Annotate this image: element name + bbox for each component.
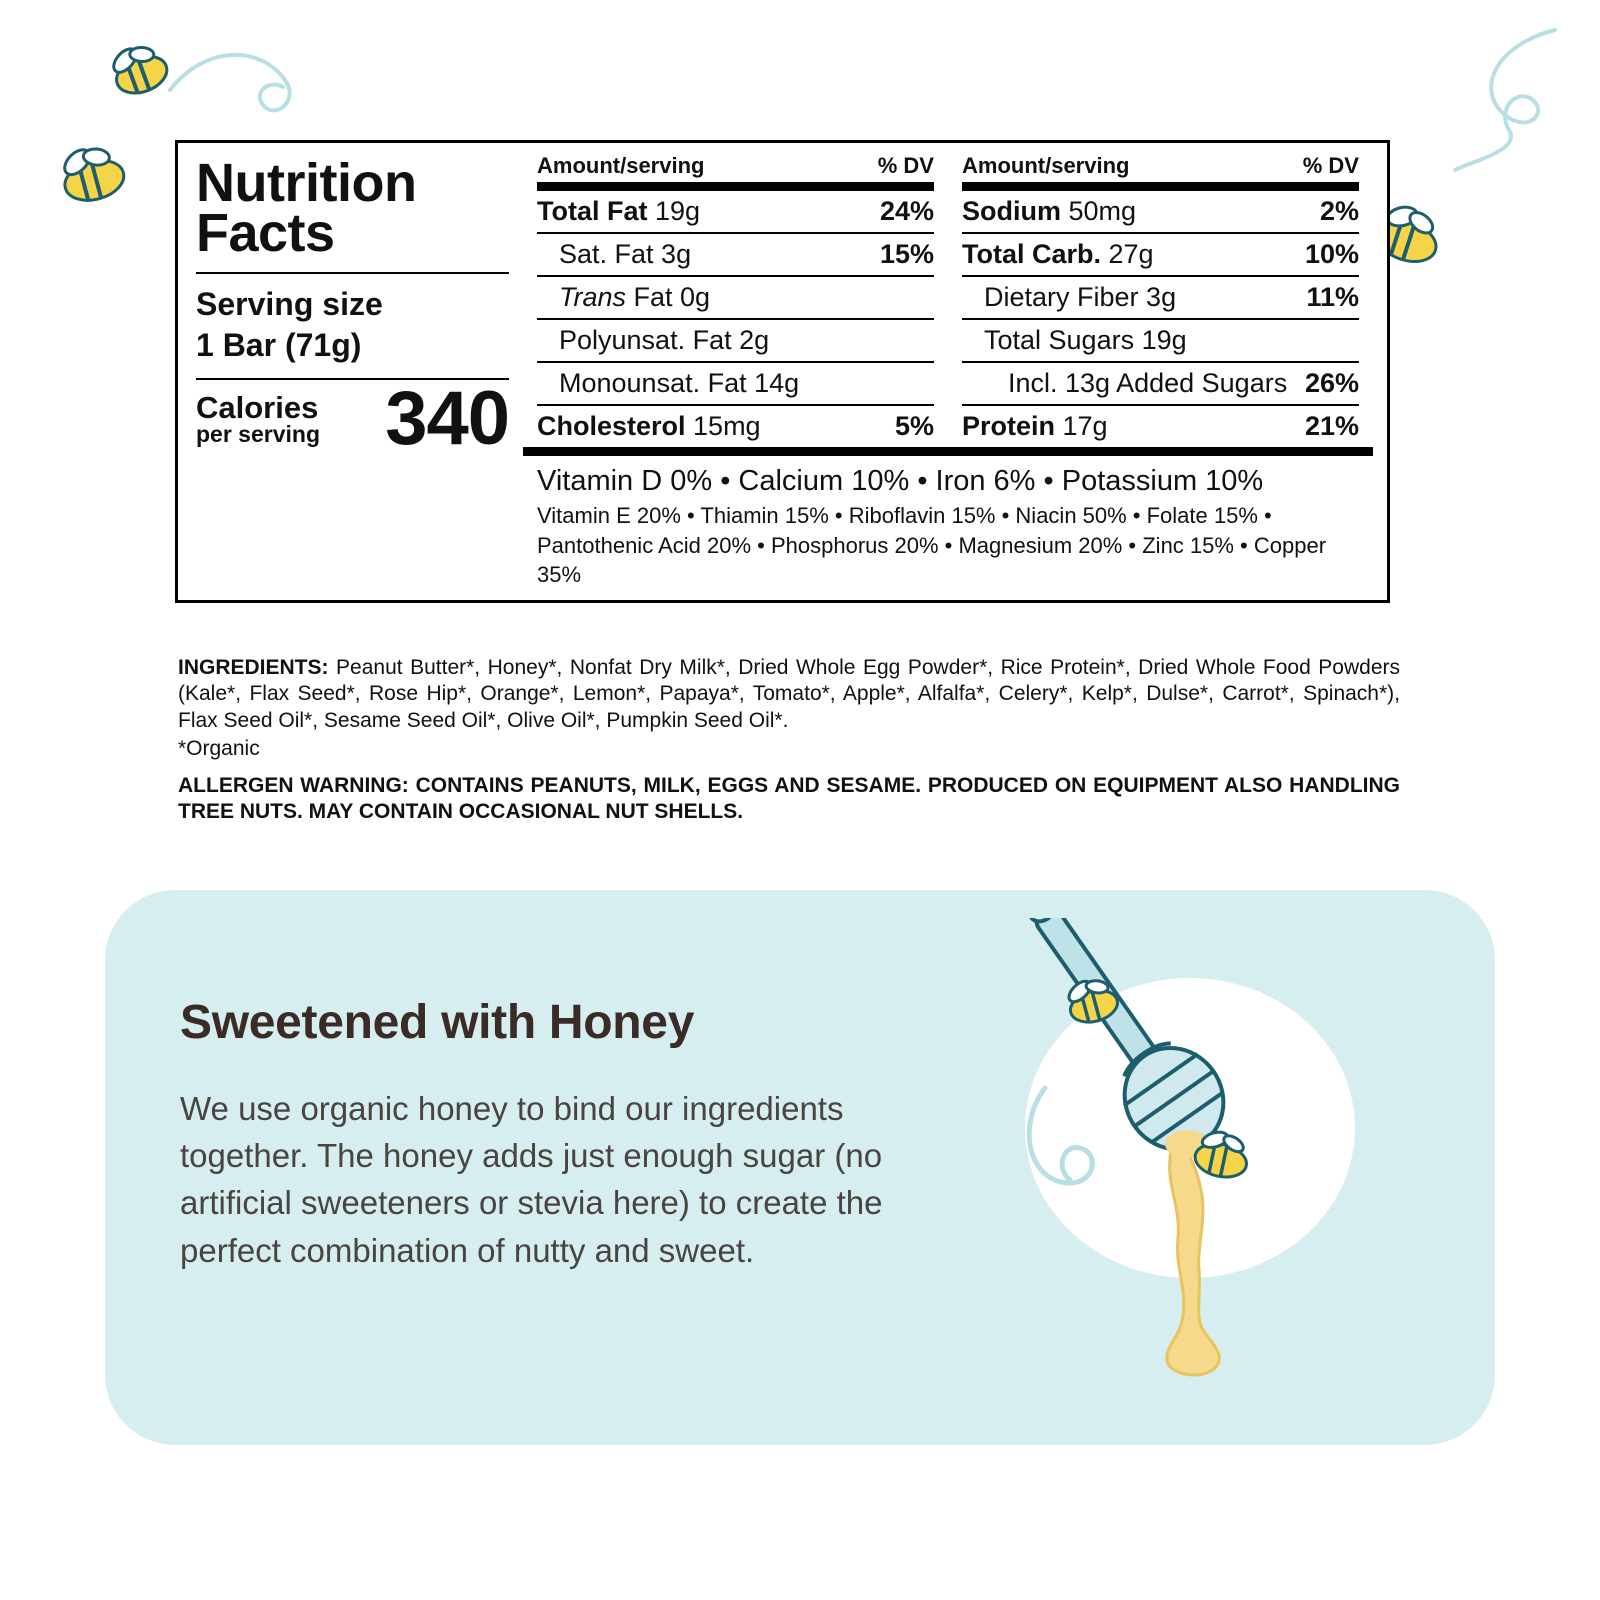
nutrition-title-line2: Facts xyxy=(196,202,335,263)
nutrition-title-line1: Nutrition xyxy=(196,153,417,213)
nutrient-row xyxy=(962,277,1359,320)
column2-header-dv: % DV xyxy=(1302,153,1359,178)
nutrient-name: Trans Fat 0g xyxy=(559,282,711,312)
micronutrients-primary: Vitamin D 0% • Calcium 10% • Iron 6% • Potassium 10% xyxy=(537,465,1264,497)
nutrient-amount: 27g xyxy=(1101,239,1154,269)
ingredients-label: INGREDIENTS: xyxy=(178,656,329,679)
serving-size-block xyxy=(196,284,509,366)
nutrient-daily-value: 10% xyxy=(1304,239,1359,269)
nutrient-column-1 xyxy=(523,153,948,447)
decor-swirl-top-left xyxy=(165,35,325,125)
nutrient-columns xyxy=(523,143,1387,600)
nutrient-row xyxy=(537,363,934,406)
nutrient-name: Incl. 13g Added Sugars xyxy=(1008,368,1288,398)
nutrient-row xyxy=(962,191,1359,234)
divider-thick xyxy=(537,182,934,191)
calories-row xyxy=(196,376,509,462)
nutrient-row xyxy=(962,406,1359,447)
nutrient-row xyxy=(962,320,1359,363)
serving-size-label: Serving size xyxy=(196,286,383,323)
honey-dipper-illustration xyxy=(975,918,1405,1418)
calories-sublabel: per serving xyxy=(196,420,320,447)
nutrient-name: Sodium 50mg xyxy=(962,196,1137,226)
micronutrients-secondary: Vitamin E 20% • Thiamin 15% • Riboflavin 15% • Niacin 50% • Folate 15% • Pantothenic Acid 20% • Phosphorus 20% • Magnesium 20% • Zinc 15% • Copper 35% xyxy=(537,503,1327,588)
nutrient-name: Protein 17g xyxy=(962,411,1108,441)
nutrient-daily-value: 5% xyxy=(894,411,934,441)
nutrient-name: Monounsat. Fat 14g xyxy=(559,368,800,398)
nutrient-name: Dietary Fiber 3g xyxy=(984,282,1177,312)
nutrient-amount: 50mg xyxy=(1061,196,1137,226)
nutrient-amount: 2g xyxy=(731,325,770,355)
micronutrients-block xyxy=(523,456,1373,592)
nutrient-amount: 19g xyxy=(1134,325,1187,355)
calories-label: Calories xyxy=(196,389,319,425)
column2-rows xyxy=(962,191,1359,447)
divider-thick xyxy=(962,182,1359,191)
calories-label-block xyxy=(196,389,320,452)
serving-size-value: 1 Bar (71g) xyxy=(196,327,362,364)
ingredients-paragraph xyxy=(178,655,1400,734)
nutrient-row xyxy=(537,191,934,234)
column1-header-dv: % DV xyxy=(877,153,934,178)
decor-bee-top-left-2 xyxy=(35,130,155,220)
nutrient-daily-value: 21% xyxy=(1304,411,1359,441)
nutrient-name: Polyunsat. Fat 2g xyxy=(559,325,770,355)
column1-rows xyxy=(537,191,934,447)
nutrient-column-2 xyxy=(948,153,1373,447)
nutrient-row xyxy=(962,363,1359,406)
nutrient-columns-inner xyxy=(523,153,1373,447)
nutrient-amount: 19g xyxy=(647,196,701,226)
ingredients-block xyxy=(178,655,1400,826)
nutrient-name: Sat. Fat 3g xyxy=(559,239,692,269)
ingredients-text: Peanut Butter*, Honey*, Nonfat Dry Milk*, Dried Whole Egg Powder*, Rice Protein*, Dried Whole Food Powders (Kale*, Flax Seed*, Rose Hip*, Orange*, Lemon*, Papaya*, Tomato*, Apple*, Alfalfa*, Celery*, Kelp*, Dulse*, Carrot*, Spinach*), Flax Seed Oil*, Sesame Seed Oil*, Olive Oil*, Pumpkin Seed Oil*. xyxy=(178,656,1400,732)
nutrition-summary-column xyxy=(178,143,523,600)
column2-header xyxy=(962,153,1359,182)
nutrient-amount: 3g xyxy=(1138,282,1177,312)
nutrient-name: Total Fat 19g xyxy=(537,196,701,226)
nutrient-name: Total Carb. 27g xyxy=(962,239,1154,269)
honey-callout-card xyxy=(105,890,1495,1445)
nutrient-daily-value: 2% xyxy=(1319,196,1359,226)
nutrient-name: Cholesterol 15mg xyxy=(537,411,761,441)
nutrient-amount: Fat 0g xyxy=(626,282,711,312)
nutrient-name: Total Sugars 19g xyxy=(984,325,1187,355)
nutrient-daily-value: 26% xyxy=(1304,368,1359,398)
honey-callout-body: We use organic honey to bind our ingredients together. The honey adds just enough sugar (no artificial sweeteners or stevia here) to create the perfect combination of nutty and sweet. xyxy=(180,1090,883,1269)
nutrient-row xyxy=(962,234,1359,277)
column2-header-amount: Amount/serving xyxy=(962,153,1130,178)
nutrient-row xyxy=(537,234,934,277)
divider-thick-bottom xyxy=(523,447,1373,456)
nutrient-amount: 17g xyxy=(1055,411,1108,441)
nutrient-row xyxy=(537,320,934,363)
decor-swirl-top-right xyxy=(1435,20,1565,180)
column1-header-amount: Amount/serving xyxy=(537,153,705,178)
divider xyxy=(196,272,509,274)
nutrient-daily-value: 15% xyxy=(879,239,934,269)
allergen-warning: ALLERGEN WARNING: CONTAINS PEANUTS, MILK, EGGS AND SESAME. PRODUCED ON EQUIPMENT ALSO HANDLING TREE NUTS. MAY CONTAIN OCCASIONAL NUT SHELLS. xyxy=(178,773,1400,824)
nutrition-facts-title xyxy=(196,153,509,263)
nutrient-daily-value: 24% xyxy=(879,196,934,226)
nutrition-facts-panel xyxy=(175,140,1390,603)
decor-bee-top-left-1 xyxy=(85,30,195,110)
nutrient-amount: 15mg xyxy=(685,411,761,441)
calories-value: 340 xyxy=(385,376,509,462)
nutrient-row xyxy=(537,277,934,320)
column1-header xyxy=(537,153,934,182)
nutrient-amount: 3g xyxy=(653,239,692,269)
honey-callout-heading: Sweetened with Honey xyxy=(180,996,695,1049)
organic-note: *Organic xyxy=(178,737,260,761)
nutrient-amount: 14g xyxy=(746,368,800,398)
nutrient-daily-value: 11% xyxy=(1306,282,1359,312)
nutrient-row xyxy=(537,406,934,447)
